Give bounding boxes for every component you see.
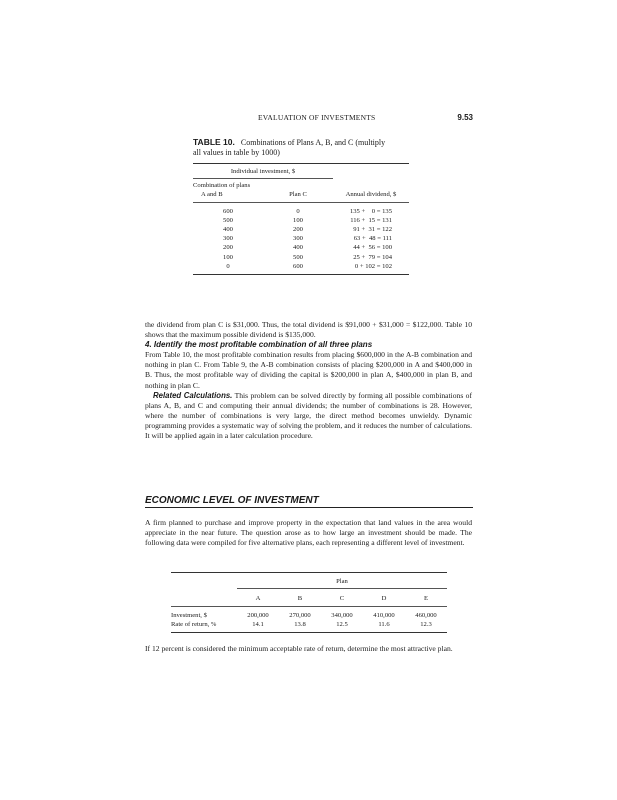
step-4-heading: 4. Identify the most profitable combination of all three plans [145,340,373,350]
table-row: 100 500 25 + 79 = 104 [223,253,392,261]
section-title: ECONOMIC LEVEL OF INVESTMENT [145,495,473,508]
table-row: 0 600 0 + 102 = 102 [193,262,409,275]
table-10-caption [193,137,438,158]
table-10 [193,137,438,275]
table-10-caption-line2: all values in table by 1000) [193,148,280,157]
table-row: Investment, $ 200,000 270,000 340,000 410,000 460,000 [171,612,437,619]
plan-table-header-row: A B C D E [171,591,447,607]
table-10-caption-line1: Combinations of Plans A, B, and C (multiply [240,138,386,147]
plan-table [171,572,447,633]
paragraph-step-4: From Table 10, the most profitable combination results from placing $600,000 in the A-B combination and nothing in plan C. From Table 9, the A-B combination consists of placing $200,000 in A and $400,000 in B. Thus, the most profitable way of dividing the capital is $200,000 in plan A, $400,000 in plan B, and nothing in plan C. [145,350,472,390]
table-10-col2-header: Plan C [263,181,333,202]
table-row: 400 200 91 + 31 = 122 [223,226,392,234]
table-10-col1-header: Combination of plans A and B [193,181,263,202]
table-10-grid [193,163,409,275]
table-10-col3-header: Annual dividend, $ [333,181,409,202]
table-row: 300 300 63 + 48 = 111 [223,235,392,243]
table-row: 600 0 135 + 0 = 135 [223,207,392,215]
body-text-block [145,320,472,441]
table-row: 200 400 44 + 56 = 100 [223,244,392,252]
plan-table-group-header: Plan [237,573,447,592]
closing-question [145,644,472,654]
table-10-span-header: Individual investment, $ [193,164,333,182]
paragraph-intro: A firm planned to purchase and improve property in the expectation that land values in the area would appreciate in the near future. The question arose as to how large an investment should be made. The following data were compiled for five alternative plans, each representing a different level of investment. [145,518,472,548]
table-10-label: TABLE 10. [193,137,235,147]
related-calculations-heading: Related Calculations. [153,390,233,400]
paragraph-closing: If 12 percent is considered the minimum acceptable rate of return, determine the most attractive plan. [145,644,453,653]
paragraph-dividend-result: the dividend from plan C is $31,000. Thus, the total dividend is $91,000 + $31,000 = $122,000. Table 10 shows that the maximum possible dividend is $135,000. [145,320,472,340]
page-number: 9.53 [457,113,473,122]
section-intro [145,518,472,548]
table-row: 500 100 116 + 15 = 131 [223,216,392,224]
table-row: Rate of return, % 14.1 13.8 12.5 11.6 12.3 [171,620,447,633]
paragraph-related-calculations: Related Calculations. This problem can be solved directly by forming all possible combinations of plans A, B, and C and computing their annual dividends; the number of combinations is 28. However, where the number of combinations is very large, the direct method becomes unwieldy. Dynamic programming provides a systematic way of solving the problem, and it reduces the number of calculations. It will be applied again in a later calculation procedure. [145,390,473,441]
running-head: EVALUATION OF INVESTMENTS [258,113,376,122]
